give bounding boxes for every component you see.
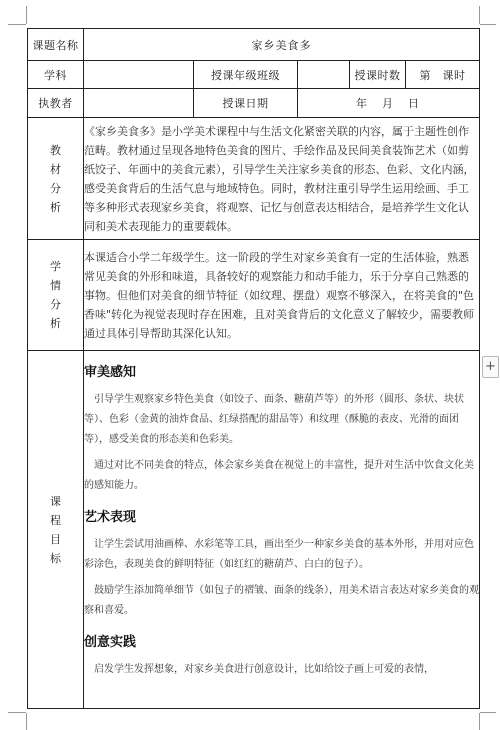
label-char: 程 bbox=[50, 513, 61, 527]
text-line: 纸饺子、年画中的美食元素），引导学生关注家乡美食的形态、色彩、文化内涵， bbox=[84, 162, 475, 176]
row-student-analysis bbox=[28, 240, 480, 351]
art-expression-heading: 艺术表现 bbox=[84, 510, 137, 525]
label-char: 课 bbox=[50, 494, 61, 508]
crop-mark-tl-v bbox=[26, 6, 27, 24]
grade-value[interactable] bbox=[298, 61, 350, 89]
row-teacher bbox=[28, 89, 480, 118]
student-analysis-label bbox=[28, 240, 84, 351]
text-line: 香味"转化为视觉表现时存在困难，且对美食背后的文化意义了解较少，需要教师 bbox=[84, 307, 475, 321]
add-row-button[interactable]: + bbox=[482, 356, 499, 378]
course-goals-content[interactable] bbox=[84, 351, 480, 709]
aesthetic-heading: 审美感知 bbox=[84, 365, 137, 380]
course-goals-label bbox=[28, 351, 84, 709]
creative-practice-heading: 创意实践 bbox=[84, 635, 137, 650]
label-char: 分 bbox=[50, 298, 61, 311]
text-line: 范畴。教材通过呈现各地特色美食的图片、手绘作品及民间美食装饰艺术（如剪 bbox=[84, 143, 469, 157]
hours-label: 授课时数 bbox=[350, 61, 406, 89]
grade-label: 授课年级班级 bbox=[194, 61, 298, 89]
teacher-value[interactable] bbox=[84, 89, 194, 118]
label-char: 学 bbox=[50, 260, 61, 273]
crop-mark-br-h bbox=[480, 712, 496, 713]
text-line: 同和美术表现能力的重要载体。 bbox=[84, 219, 238, 233]
text-line: 事物。但他们对美食的细节特征（如纹理、摆盘）观察不够深入，在将美食的"色 bbox=[84, 288, 475, 302]
text-line: 常见美食的外形和味道，具备较好的观察能力和动手能力，乐于分享自己熟悉的 bbox=[84, 269, 469, 283]
crop-mark-tl-h bbox=[8, 24, 26, 25]
row-subject bbox=[28, 61, 480, 89]
text-line: 等多种形式表现家乡美食，将观察、记忆与创意表达相结合，是培养学生文化认 bbox=[84, 200, 469, 214]
text-line: 感受美食背后的生活气息与地域特色。同时，教材注重引导学生运用绘画、手工 bbox=[84, 181, 469, 195]
lesson-plan-table bbox=[27, 28, 480, 709]
hours-value[interactable]: 第 课时 bbox=[406, 61, 480, 89]
crop-mark-br-v bbox=[479, 713, 480, 730]
label-char: 教 bbox=[50, 143, 61, 157]
crop-mark-bl-h bbox=[8, 712, 26, 713]
course-name-value[interactable]: 家乡美食多 bbox=[84, 29, 480, 61]
label-char: 析 bbox=[50, 200, 61, 214]
text-line: 本课适合小学二年级学生。这一阶段的学生对家乡美食有一定的生活体验，熟悉 bbox=[84, 250, 469, 264]
textbook-analysis-text[interactable] bbox=[84, 118, 480, 240]
aesthetic-paragraph-1: 引导学生观察家乡特色美食（如饺子、面条、糖葫芦等）的外形（圆形、条状、块状等）、色彩（金黄的油炸食品、红绿搭配的甜品等）和纹理（酥脆的表皮、光滑的面团等），感受美食的形态美和色彩美。 bbox=[84, 394, 464, 445]
crop-mark-bl-v bbox=[26, 713, 27, 730]
label-char: 标 bbox=[50, 551, 61, 565]
subject-label: 学科 bbox=[28, 61, 84, 89]
crop-mark-tr-v bbox=[479, 6, 480, 24]
date-value[interactable]: 年 月 日 bbox=[298, 89, 480, 118]
course-name-label: 课题名称 bbox=[28, 29, 84, 61]
text-line: 通过具体引导帮助其深化认知。 bbox=[84, 326, 238, 340]
label-char: 材 bbox=[50, 162, 61, 176]
label-char: 分 bbox=[50, 181, 61, 195]
row-course-goals bbox=[28, 351, 480, 709]
row-textbook-analysis bbox=[28, 118, 480, 240]
student-analysis-text[interactable] bbox=[84, 240, 480, 351]
row-course-name bbox=[28, 29, 480, 61]
text-line: 《家乡美食多》是小学美术课程中与生活文化紧密关联的内容，属于主题性创作 bbox=[84, 124, 469, 138]
aesthetic-paragraph-2: 通过对比不同美食的特点，体会家乡美食在视觉上的丰富性，提升对生活中饮食文化美的感知能力。 bbox=[84, 460, 474, 491]
teacher-label: 执教者 bbox=[28, 89, 84, 118]
crop-mark-tr-h bbox=[480, 24, 496, 25]
subject-value[interactable] bbox=[84, 61, 194, 89]
art-paragraph-2: 鼓励学生添加简单细节（如包子的褶皱、面条的线条），用美术语言表达对家乡美食的观察和喜爱。 bbox=[84, 585, 479, 616]
label-char: 析 bbox=[50, 317, 61, 330]
art-paragraph-1: 让学生尝试用油画棒、水彩笔等工具，画出至少一种家乡美食的基本外形，并用对应色彩涂色，表现美食的鲜明特征（如红红的糖葫芦、白白的包子）。 bbox=[84, 539, 474, 570]
date-label: 授课日期 bbox=[194, 89, 298, 118]
textbook-analysis-label bbox=[28, 118, 84, 240]
label-char: 情 bbox=[50, 279, 61, 292]
creative-paragraph-1: 启发学生发挥想象，对家乡美食进行创意设计，比如给饺子画上可爱的表情， bbox=[94, 664, 434, 675]
label-char: 目 bbox=[50, 532, 61, 546]
